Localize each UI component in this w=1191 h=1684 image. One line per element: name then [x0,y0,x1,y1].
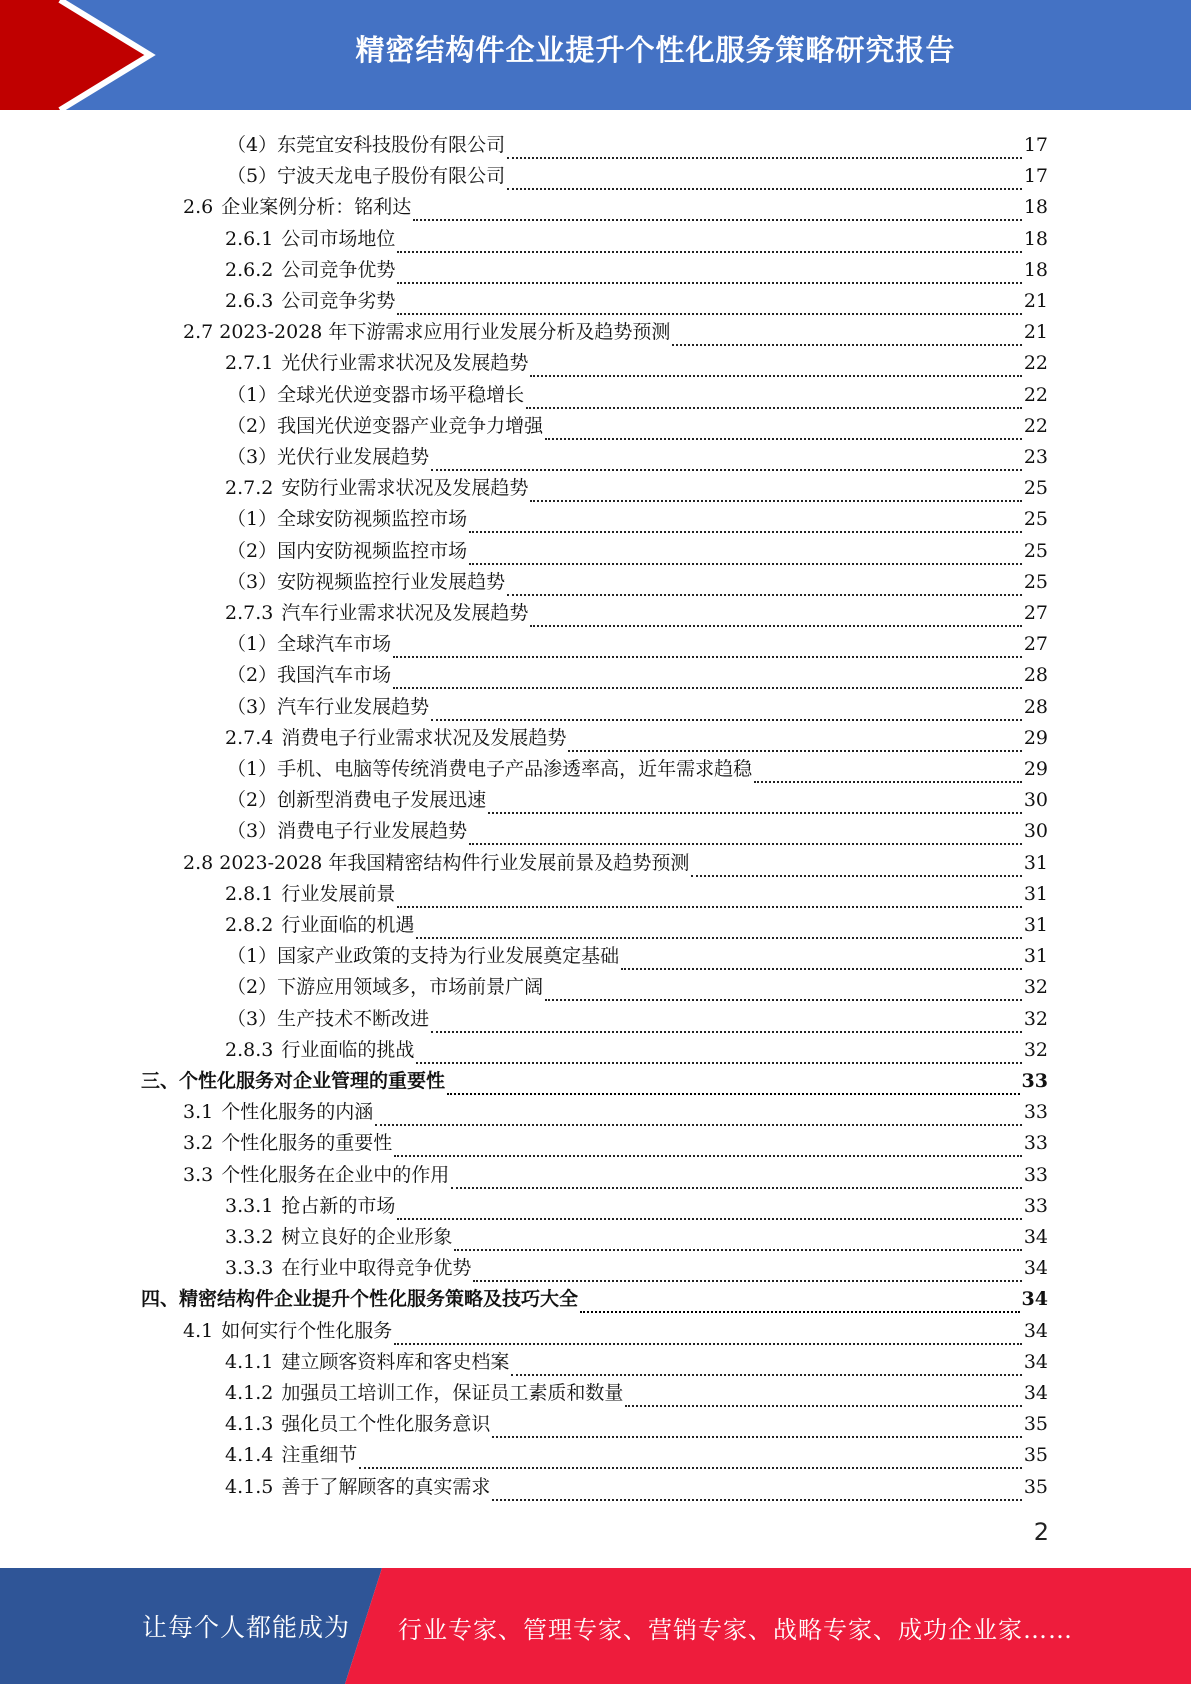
toc-dot-leader [625,1384,1021,1407]
toc-dot-leader [530,604,1021,627]
toc-dot-leader [492,1478,1021,1501]
toc-entry[interactable] [225,877,1048,908]
toc-entry-label: 行业面临的机遇 [281,914,415,936]
toc-entry-label: 三、个性化服务对企业管理的重要性 [141,1070,446,1092]
toc-dot-leader [397,230,1021,253]
toc-entry-label: 四、精密结构件企业提升个性化服务策略及技巧大全 [141,1288,579,1310]
toc-entry-label: （2）国内安防视频监控市场 [227,540,468,562]
toc-entry[interactable] [227,658,1048,689]
toc-entry-number: 2.8.2 [225,914,274,936]
toc-entry-number: 4.1.5 [225,1476,274,1498]
toc-entry-page: 22 [1023,415,1048,437]
toc-entry[interactable] [183,1126,1048,1157]
toc-entry[interactable] [183,846,1048,877]
toc-dot-leader [451,1166,1022,1189]
toc-entry[interactable] [225,1376,1048,1407]
toc-entry-label: 善于了解顾客的真实需求 [281,1476,491,1498]
toc-entry-page: 34 [1021,1288,1048,1310]
toc-entry-page: 34 [1023,1257,1048,1279]
toc-dot-leader [397,292,1021,315]
toc-dot-leader [507,167,1022,190]
toc-entry-label: 个性化服务的重要性 [221,1132,393,1154]
toc-dot-leader [469,510,1022,533]
toc-entry-label: （1）手机、电脑等传统消费电子产品渗透率高，近年需求趋稳 [227,758,753,780]
toc-entry[interactable] [225,1189,1048,1220]
toc-entry[interactable] [225,1033,1048,1064]
toc-dot-leader [507,573,1022,596]
toc-entry-label: 汽车行业需求状况及发展趋势 [281,602,529,624]
toc-entry-label: 消费电子行业需求状况及发展趋势 [281,727,567,749]
toc-dot-leader [526,386,1022,409]
toc-dot-leader [545,417,1022,440]
toc-entry-number: 2.7.3 [225,602,274,624]
toc-entry-label: 如何实行个性化服务 [221,1320,393,1342]
toc-entry-page: 22 [1023,384,1048,406]
toc-dot-leader [691,854,1021,877]
toc-entry-page: 23 [1023,446,1048,468]
toc-entry[interactable] [141,1064,1048,1095]
toc-entry-page: 18 [1023,228,1048,250]
toc-entry-label: 建立顾客资料库和客史档案 [281,1351,510,1373]
toc-entry-label: 2.7 2023-2028 年下游需求应用行业发展分析及趋势预测 [183,321,671,343]
toc-entry-page: 31 [1023,945,1048,967]
toc-entry-page: 17 [1023,165,1048,187]
toc-dot-leader [397,885,1021,908]
toc-entry-number: 4.1.4 [225,1444,274,1466]
toc-entry-page: 28 [1023,664,1048,686]
toc-dot-leader [511,1353,1021,1376]
toc-dot-leader [492,1415,1021,1438]
toc-entry-label: （1）国家产业政策的支持为行业发展奠定基础 [227,945,620,967]
report-title: 精密结构件企业提升个性化服务策略研究报告 [355,33,956,67]
toc-entry-number: 2.6.3 [225,290,274,312]
page-footer [0,1568,1191,1684]
toc-dot-leader [359,1446,1021,1469]
toc-entry-page: 30 [1023,820,1048,842]
toc-entry-number: 2.7.4 [225,727,274,749]
toc-entry-label: 企业案例分析：铭利达 [221,196,412,218]
toc-dot-leader [397,1197,1021,1220]
toc-entry[interactable] [227,565,1048,596]
toc-entry-number: 4.1.1 [225,1351,274,1373]
toc-entry-page: 25 [1023,477,1048,499]
toc-entry[interactable] [225,253,1048,284]
toc-entry-page: 34 [1023,1320,1048,1342]
toc-entry-page: 35 [1023,1476,1048,1498]
toc-entry-number: 2.7.1 [225,352,274,374]
toc-entry-page: 34 [1023,1351,1048,1373]
toc-entry[interactable] [225,596,1048,627]
toc-entry-page: 25 [1023,571,1048,593]
toc-entry-page: 33 [1023,1195,1048,1217]
toc-entry[interactable] [183,1158,1048,1189]
toc-entry-label: 行业面临的挑战 [281,1039,415,1061]
toc-entry-page: 35 [1023,1413,1048,1435]
toc-entry[interactable] [183,1095,1048,1126]
toc-entry-page: 33 [1021,1070,1048,1092]
toc-entry[interactable] [225,1438,1048,1469]
toc-entry[interactable] [225,721,1048,752]
toc-entry-page: 25 [1023,508,1048,530]
toc-entry-page: 30 [1023,789,1048,811]
toc-entry-page: 17 [1023,134,1048,156]
toc-entry-page: 29 [1023,727,1048,749]
toc-entry-page: 27 [1023,633,1048,655]
toc-entry-number: 4.1.3 [225,1413,274,1435]
toc-dot-leader [754,760,1022,783]
toc-entry[interactable] [183,315,1048,346]
toc-dot-leader [469,822,1022,845]
toc-entry-label: （5）宁波天龙电子股份有限公司 [227,165,506,187]
toc-entry[interactable] [225,1220,1048,1251]
toc-entry-label: （3）汽车行业发展趋势 [227,696,430,718]
toc-entry[interactable] [225,1251,1048,1282]
toc-dot-leader [394,1134,1022,1157]
toc-dot-leader [393,635,1022,658]
toc-entry-page: 31 [1023,883,1048,905]
toc-entry-page: 22 [1023,352,1048,374]
toc-entry[interactable] [225,908,1048,939]
toc-entry[interactable] [227,939,1048,970]
toc-entry-label: （4）东莞宜安科技股份有限公司 [227,134,506,156]
toc-entry[interactable] [225,222,1048,253]
toc-entry-number: 3.1 [183,1101,214,1123]
toc-entry-label: 安防行业需求状况及发展趋势 [281,477,529,499]
toc-entry-number: 3.3.3 [225,1257,274,1279]
toc-entry-page: 18 [1023,259,1048,281]
toc-entry-label: （1）全球光伏逆变器市场平稳增长 [227,384,525,406]
toc-dot-leader [431,698,1022,721]
toc-dot-leader [375,1103,1022,1126]
toc-entry[interactable] [225,1470,1048,1501]
toc-entry-label: （3）安防视频监控行业发展趋势 [227,571,506,593]
toc-entry-number: 4.1 [183,1320,214,1342]
toc-entry[interactable] [183,1314,1048,1345]
toc-entry-page: 33 [1023,1132,1048,1154]
toc-entry-label: 强化员工个性化服务意识 [281,1413,491,1435]
toc-entry-number: 3.3.1 [225,1195,274,1217]
footer-slogan-left: 让每个人都能成为 [142,1613,351,1642]
toc-dot-leader [545,978,1022,1001]
toc-entry-page: 29 [1023,758,1048,780]
toc-entry-label: （2）创新型消费电子发展迅速 [227,789,487,811]
toc-entry-number: 2.6.2 [225,259,274,281]
toc-dot-leader [469,542,1022,565]
toc-dot-leader [568,729,1021,752]
toc-dot-leader [672,323,1021,346]
toc-entry[interactable] [227,970,1048,1001]
toc-entry[interactable] [183,190,1048,221]
toc-entry[interactable] [225,346,1048,377]
toc-entry-page: 28 [1023,696,1048,718]
toc-entry[interactable] [227,783,1048,814]
toc-entry-number: 3.3.2 [225,1226,274,1248]
toc-entry-label: 抢占新的市场 [281,1195,396,1217]
toc-dot-leader [413,198,1022,221]
header-arrow-decoration [0,0,160,110]
toc-dot-leader [580,1290,1020,1313]
toc-entry[interactable] [227,159,1048,190]
toc-entry[interactable] [227,409,1048,440]
toc-entry-label: 注重细节 [281,1444,358,1466]
toc-entry-label: 2.8 2023-2028 年我国精密结构件行业发展前景及趋势预测 [183,852,690,874]
toc-dot-leader [394,1322,1022,1345]
toc-dot-leader [488,791,1022,814]
toc-entry-label: 光伏行业需求状况及发展趋势 [281,352,529,374]
toc-entry-page: 34 [1023,1382,1048,1404]
page-number: 2 [1033,1518,1049,1546]
toc-entry[interactable] [227,627,1048,658]
toc-dot-leader [507,136,1022,159]
toc-entry-page: 32 [1023,976,1048,998]
toc-entry-label: （1）全球安防视频监控市场 [227,508,468,530]
toc-entry-number: 3.2 [183,1132,214,1154]
toc-entry[interactable] [225,1407,1048,1438]
toc-entry-label: （3）光伏行业发展趋势 [227,446,430,468]
toc-entry-page: 35 [1023,1444,1048,1466]
toc-dot-leader [454,1228,1021,1251]
toc-entry[interactable] [227,752,1048,783]
toc-entry-label: （2）我国光伏逆变器产业竞争力增强 [227,415,544,437]
toc-entry[interactable] [225,471,1048,502]
toc-entry[interactable] [141,1282,1048,1313]
toc-entry[interactable] [227,502,1048,533]
toc-entry[interactable] [227,1002,1048,1033]
toc-entry[interactable] [227,534,1048,565]
toc-dot-leader [397,261,1021,284]
toc-dot-leader [431,448,1022,471]
toc-entry-label: （1）全球汽车市场 [227,633,392,655]
toc-entry-label: 个性化服务的内涵 [221,1101,374,1123]
toc-entry-number: 4.1.2 [225,1382,274,1404]
toc-entry-label: 公司竞争劣势 [281,290,396,312]
page-header [0,0,1191,110]
toc-dot-leader [473,1259,1021,1282]
toc-entry-label: 公司市场地位 [281,228,396,250]
toc-entry-page: 32 [1023,1039,1048,1061]
toc-entry-label: 在行业中取得竞争优势 [281,1257,472,1279]
toc-entry-label: 公司竞争优势 [281,259,396,281]
toc-entry-number: 2.6 [183,196,214,218]
toc-entry-page: 18 [1023,196,1048,218]
toc-entry[interactable] [227,378,1048,409]
toc-entry[interactable] [227,690,1048,721]
toc-entry[interactable] [227,814,1048,845]
toc-entry-page: 25 [1023,540,1048,562]
toc-entry-page: 27 [1023,602,1048,624]
toc-entry-page: 31 [1023,852,1048,874]
toc-entry-page: 33 [1023,1101,1048,1123]
toc-entry[interactable] [225,1345,1048,1376]
toc-entry-page: 21 [1023,290,1048,312]
toc-dot-leader [416,1041,1021,1064]
footer-slogan-right: 行业专家、管理专家、营销专家、战略专家、成功企业家…… [398,1616,1073,1644]
toc-entry-page: 21 [1023,321,1048,343]
toc-entry-number: 2.8.3 [225,1039,274,1061]
toc-dot-leader [621,947,1022,970]
toc-entry[interactable] [225,284,1048,315]
toc-entry-label: 个性化服务在企业中的作用 [221,1164,450,1186]
toc-dot-leader [393,666,1022,689]
toc-entry-label: 行业发展前景 [281,883,396,905]
toc-entry-label: （2）下游应用领域多，市场前景广阔 [227,976,544,998]
toc-entry-label: 树立良好的企业形象 [281,1226,453,1248]
toc-entry-number: 2.6.1 [225,228,274,250]
toc-entry[interactable] [227,128,1048,159]
toc-dot-leader [530,354,1021,377]
toc-entry-page: 34 [1023,1226,1048,1248]
toc-entry-label: （2）我国汽车市场 [227,664,392,686]
toc-dot-leader [416,916,1021,939]
toc-entry-page: 31 [1023,914,1048,936]
toc-entry[interactable] [227,440,1048,471]
toc-dot-leader [530,479,1021,502]
toc-entry-number: 2.7.2 [225,477,274,499]
toc-dot-leader [447,1072,1020,1095]
toc-entry-page: 33 [1023,1164,1048,1186]
toc-entry-label: 加强员工培训工作，保证员工素质和数量 [281,1382,624,1404]
toc-dot-leader [431,1010,1022,1033]
toc-entry-label: （3）生产技术不断改进 [227,1008,430,1030]
toc-entry-number: 3.3 [183,1164,214,1186]
toc-entry-label: （3）消费电子行业发展趋势 [227,820,468,842]
toc-entry-page: 32 [1023,1008,1048,1030]
toc-entry-number: 2.8.1 [225,883,274,905]
